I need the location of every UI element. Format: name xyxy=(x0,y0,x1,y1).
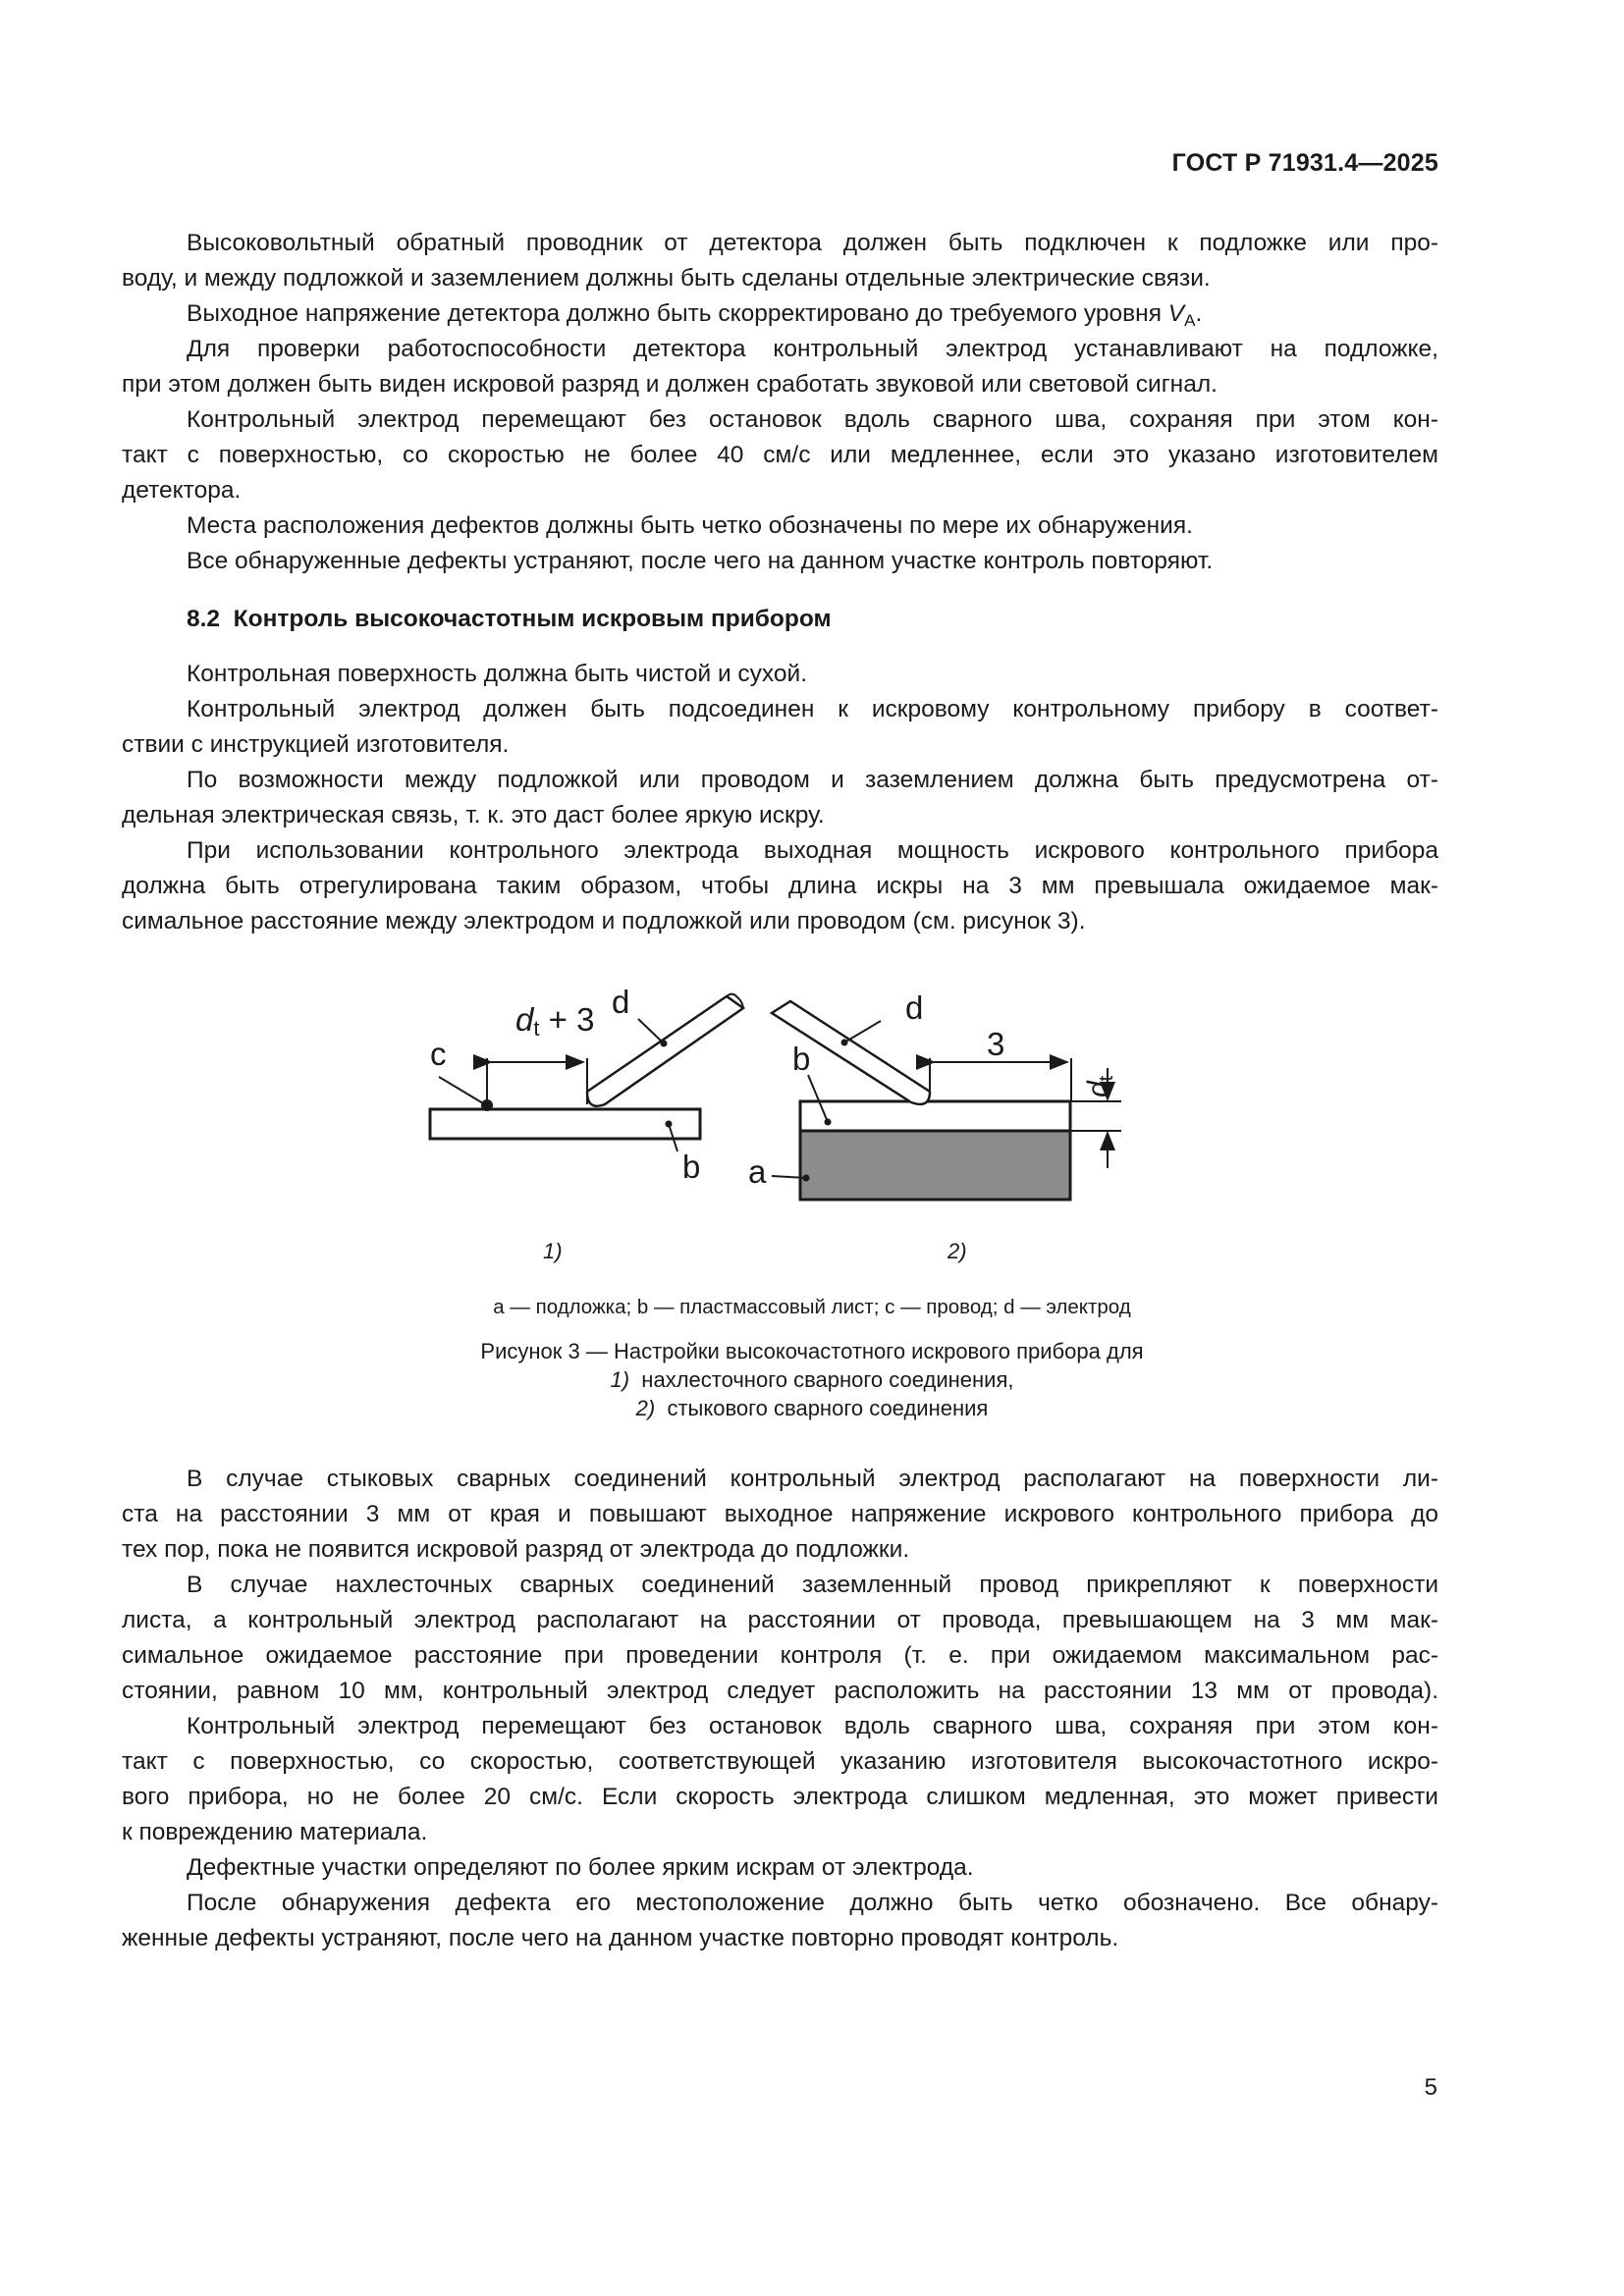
caption-num-1: 1) xyxy=(610,1367,630,1392)
label-d: d xyxy=(612,984,630,1020)
diagram-butt-joint xyxy=(772,1001,1121,1200)
paragraph-end: . xyxy=(1195,300,1203,327)
electrode-shape xyxy=(587,996,743,1106)
figure-legend: a — подложка; b — пластмассовый лист; c — провод; d — электрод xyxy=(493,1296,1131,1318)
paragraph-line: симальное ожидаемое расстояние при проведении контроля (т. е. при ожидаемом максимальном рас- xyxy=(122,1642,1438,1669)
paragraph-line: симальное расстояние между электродом и подложкой или проводом (см. рисунок 3). xyxy=(122,908,1086,934)
figure-caption-line3 xyxy=(0,1394,1624,1423)
paragraph-line: После обнаружения дефекта его местоположение должно быть четко обозначено. Все обнару- xyxy=(187,1890,1438,1916)
dimension-3mm: 3 xyxy=(987,1026,1005,1062)
paragraph-line: должна быть отрегулирована таким образом, чтобы длина искры на 3 мм превышала ожидаемое мак- xyxy=(122,873,1438,899)
paragraph-line: Контрольный электрод перемещают без остановок вдоль сварного шва, сохраняя при этом кон- xyxy=(187,1713,1438,1739)
wire-dot xyxy=(481,1099,493,1111)
dimension-dt-plus-3 xyxy=(515,1001,594,1039)
paragraph-line: дельная электрическая связь, т. к. это даст более яркую искру. xyxy=(122,802,825,828)
paragraph-line: женные дефекты устраняют, после чего на данном участке повторно проводят контроль. xyxy=(122,1925,1119,1951)
paragraph-line: ста на расстоянии 3 мм от края и повышают выходное напряжение искрового контрольного прибора до xyxy=(122,1501,1438,1527)
paragraph-line: стоянии, равном 10 мм, контрольный электрод следует расположить на расстоянии 13 мм от провода). xyxy=(122,1678,1438,1704)
paragraph-line: В случае нахлесточных сварных соединений заземленный провод прикрепляют к поверхности xyxy=(187,1572,1438,1598)
paragraph-line: тех пор, пока не появится искровой разряд от электрода до подложки. xyxy=(122,1536,910,1563)
paragraph-line: Контрольный электрод должен быть подсоединен к искровому контрольному прибору в соответ- xyxy=(187,696,1438,722)
sublabel-2: 2) xyxy=(947,1239,967,1263)
document-code-header: ГОСТ Р 71931.4—2025 xyxy=(1171,149,1438,177)
paragraph-line: Высоковольтный обратный проводник от детектора должен быть подключен к подложке или про- xyxy=(187,230,1438,256)
label-b-2: b xyxy=(792,1041,811,1077)
label-d-2: d xyxy=(905,989,924,1026)
paragraph-line: вого прибора, но не более 20 см/с. Если скорость электрода слишком медленная, это может привести xyxy=(122,1784,1438,1810)
figure-3 xyxy=(412,982,1218,1306)
label-a: a xyxy=(748,1153,767,1190)
substrate-shape xyxy=(800,1131,1070,1200)
paragraph-line: Все обнаруженные дефекты устраняют, после чего на данном участке контроль повторяют. xyxy=(187,548,1214,574)
section-heading: 8.2 Контроль высокочастотным искровым прибором xyxy=(187,606,832,632)
paragraph-line: ствии с инструкцией изготовителя. xyxy=(122,731,510,758)
dt-var: d xyxy=(1082,1081,1114,1097)
sublabel-1: 1) xyxy=(543,1239,563,1263)
paragraph-line: Места расположения дефектов должны быть четко обозначены по мере их обнаружения. xyxy=(187,512,1193,539)
paragraph-line: По возможности между подложкой или проводом и заземлением должна быть предусмотрена от- xyxy=(187,767,1438,793)
dim-rest: + 3 xyxy=(539,1001,595,1038)
plastic-sheet-shape-2 xyxy=(800,1101,1070,1131)
figure-caption-line1: Рисунок 3 — Настройки высокочастотного искрового прибора для xyxy=(480,1339,1144,1363)
caption-text-1: нахлесточного сварного соединения, xyxy=(629,1367,1014,1392)
dim-var: d xyxy=(515,1001,534,1038)
caption-num-2: 2) xyxy=(635,1396,656,1420)
paragraph-line: такт с поверхностью, со скоростью, соответствующей указанию изготовителя высокочастотного искро- xyxy=(122,1748,1438,1775)
paragraph-line: к повреждению материала. xyxy=(122,1819,428,1845)
dt-sub: t xyxy=(1096,1075,1117,1082)
page-number: 5 xyxy=(1424,2074,1437,2101)
plastic-sheet-shape xyxy=(430,1109,700,1139)
dim-sub: t xyxy=(533,1016,540,1041)
caption-text-2: стыкового сварного соединения xyxy=(655,1396,989,1420)
voltage-subscript: A xyxy=(1184,311,1196,330)
figure-caption-line2 xyxy=(0,1365,1624,1395)
paragraph-line: воду, и между подложкой и заземлением должны быть сделаны отдельные электрические связи. xyxy=(122,265,1211,292)
paragraph-voltage xyxy=(187,297,1438,331)
label-b: b xyxy=(682,1148,701,1185)
label-c: c xyxy=(430,1036,447,1072)
paragraph-line: При использовании контрольного электрода выходная мощность искрового контрольного прибора xyxy=(187,837,1438,864)
paragraph-text: Выходное напряжение детектора должно быть скорректировано до требуемого уровня xyxy=(187,300,1168,327)
voltage-variable: V xyxy=(1167,300,1185,327)
paragraph-line: В случае стыковых сварных соединений контрольный электрод располагают на поверхности ли- xyxy=(187,1466,1438,1492)
paragraph-line: Дефектные участки определяют по более ярким искрам от электрода. xyxy=(187,1854,974,1881)
paragraph-line: такт с поверхностью, со скоростью не более 40 см/с или медленнее, если это указано изготовителем xyxy=(122,442,1438,468)
paragraph-line: Контрольная поверхность должна быть чистой и сухой. xyxy=(187,661,808,687)
paragraph-line: детектора. xyxy=(122,477,242,504)
paragraph-line: листа, а контрольный электрод располагают на расстоянии от провода, превышающем на 3 мм мак- xyxy=(122,1607,1438,1633)
dimension-dt-vertical xyxy=(1082,1076,1115,1097)
paragraph-line: Контрольный электрод перемещают без остановок вдоль сварного шва, сохраняя при этом кон- xyxy=(187,406,1438,433)
paragraph-line: при этом должен быть виден искровой разряд и должен сработать звуковой или световой сигнал. xyxy=(122,371,1218,398)
paragraph-line: Для проверки работоспособности детектора контрольный электрод устанавливают на подложке, xyxy=(187,336,1438,362)
